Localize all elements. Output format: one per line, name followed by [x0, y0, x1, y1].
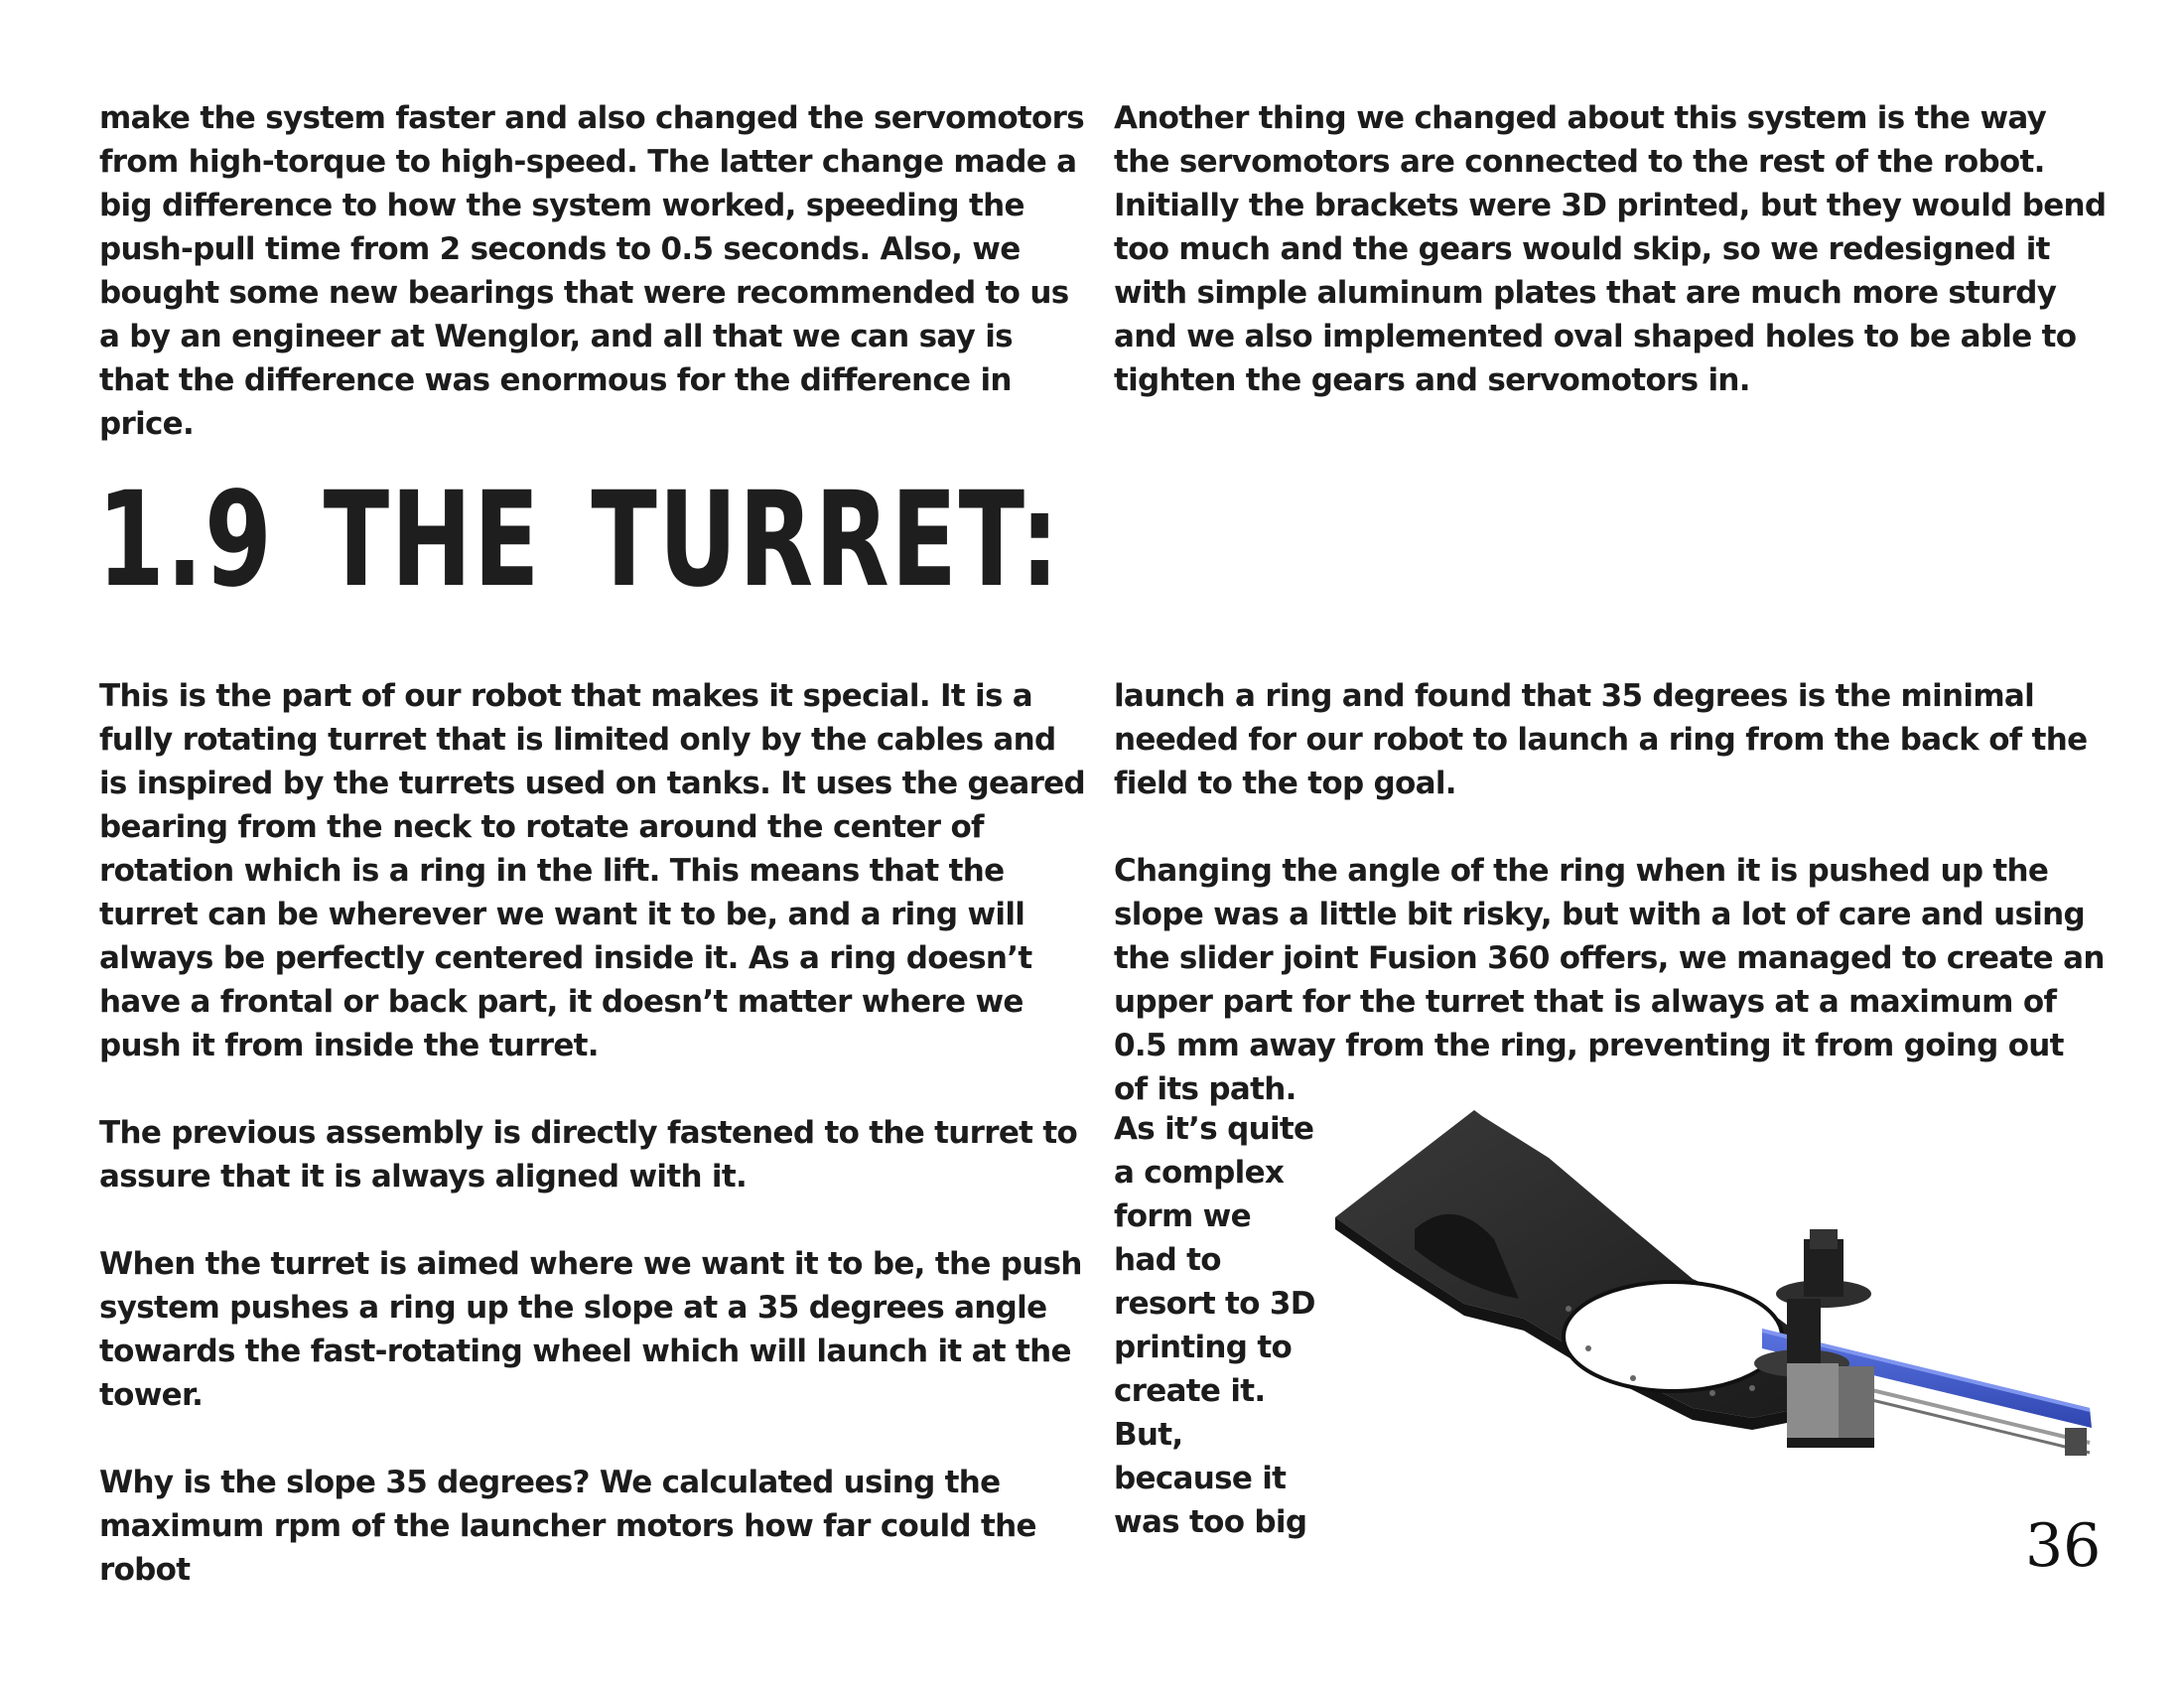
paragraph: Why is the slope 35 degrees? We calculated using the maximum rpm of the launcher motors how far could the robot — [99, 1465, 1036, 1588]
section-number: 1.9 — [97, 464, 274, 617]
paragraph: launch a ring and found that 35 degrees is the minimal needed for our robot to launch a ring from the back of the field to the top goal. — [1114, 678, 2088, 801]
turret-3d-render — [1335, 1110, 2100, 1497]
paragraph: make the system faster and also changed the servomotors from high-torque to high-speed. The latter change made a big difference to how the system worked, speeding the push-pull time from 2 seconds to 0.5 seconds. Also, we bought some new bearings that were recommended to us a by an engineer at Wenglor, and all that we can say is that the difference was enormous for the difference in price. — [99, 100, 1084, 442]
body-left-column — [99, 674, 1087, 1592]
section-title: THE TURRET: — [323, 464, 1061, 617]
paragraph: The previous assembly is directly fastened to the turret to assure that it is always aligned with it. — [99, 1115, 1078, 1195]
top-right-column — [1114, 96, 2107, 402]
figure-side-text: As it’s quite a complex form we had to resort to 3D printing to create it. But, because it was too big — [1114, 1111, 1315, 1540]
paragraph: Another thing we changed about this system is the way the servomotors are connected to the rest of the robot. Initially the brackets were 3D printed, but they would bend too much and the gears would skip, so we redesigned it with simple aluminum plates that are much more sturdy and we also implemented oval shaped holes to be able to tighten the gears and servomotors in. — [1114, 100, 2107, 398]
push-system — [1754, 1229, 2092, 1456]
body-right-column — [1114, 674, 2107, 1111]
section-heading — [97, 464, 1061, 617]
paragraph: When the turret is aimed where we want it to be, the push system pushes a ring up the slope at a 35 degrees angle towards the fast-rotating wheel which will launch it at the tower. — [99, 1246, 1082, 1413]
page-number: 36 — [2025, 1511, 2102, 1581]
paragraph: Changing the angle of the ring when it is pushed up the slope was a little bit risky, but with a lot of care and using the slider joint Fusion 360 offers, we managed to create an upper part for the turret that is always at a maximum of 0.5 mm away from the ring, preventing it from going out of its path. — [1114, 853, 2105, 1107]
turret-body — [1335, 1110, 1832, 1430]
top-left-column — [99, 96, 1087, 446]
paragraph: This is the part of our robot that makes it special. It is a fully rotating turret that is limited only by the cables and is inspired by the turrets used on tanks. It uses the geared bearing from the neck to rotate around the center of rotation which is a ring in the lift. This means that the turret can be wherever we want it to be, and a ring will always be perfectly centered inside it. As a ring doesn’t have a frontal or back part, it doesn’t matter where we push it from inside the turret. — [99, 678, 1085, 1063]
